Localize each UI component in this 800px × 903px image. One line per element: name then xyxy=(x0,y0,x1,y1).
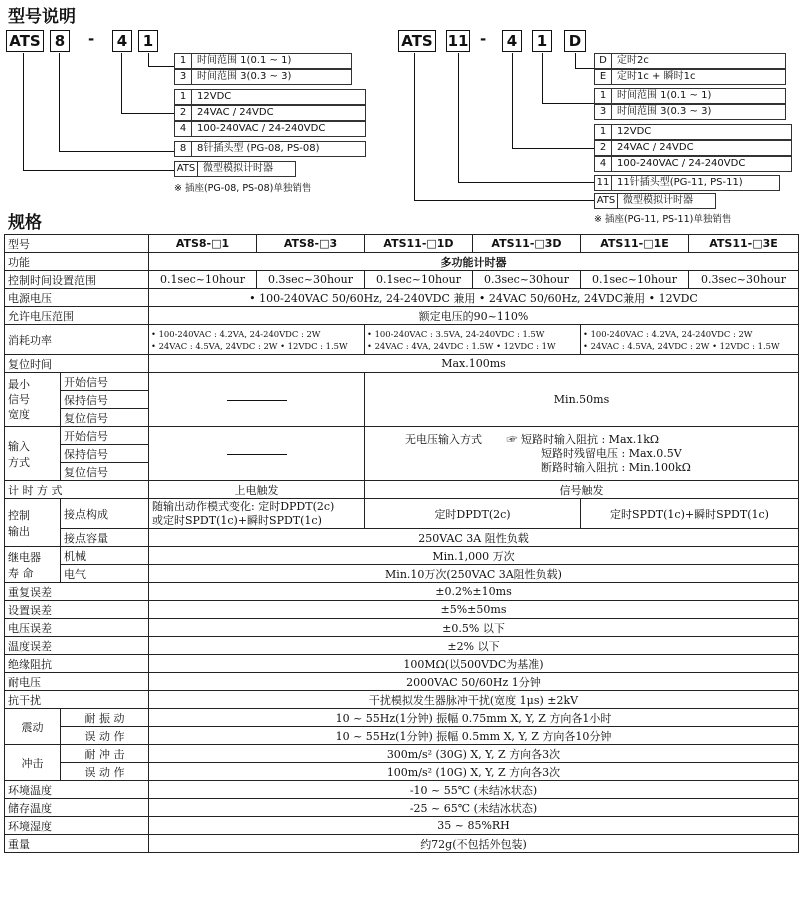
time-range-cell: 0.1sec~10hour xyxy=(581,271,689,289)
ambient-humidity-value: 35 ~ 85%RH xyxy=(149,817,799,835)
code-range-box: 1 xyxy=(532,30,552,52)
row-label-relay-life: 继电器 寿 命 xyxy=(5,547,61,583)
table-row xyxy=(5,691,799,709)
row-label-control-output: 控制 输出 xyxy=(5,499,61,547)
mech-value: Min.1,000 万次 xyxy=(149,547,799,565)
left-option-range1: 1 时间范围 1(0.1 ~ 1) xyxy=(174,53,352,69)
repeat-value: ±0.2%±10ms xyxy=(149,583,799,601)
section-title-spec: 规格 xyxy=(8,213,42,233)
row-label-withstand: 耐电压 xyxy=(5,673,149,691)
input-dash xyxy=(149,427,365,481)
table-row xyxy=(5,583,799,601)
table-row xyxy=(5,763,799,781)
code-pin-box: 8 xyxy=(50,30,70,52)
power-value: • 100-240VAC 50/60Hz, 24-240VDC 兼用 • 24VAC 50/60Hz, 24VDC兼用 • 12VDC xyxy=(149,289,799,307)
table-row xyxy=(5,655,799,673)
row-label-function: 功能 xyxy=(5,253,149,271)
volt-error-value: ±0.5% 以下 xyxy=(149,619,799,637)
right-socket-note: ※ 插座(PG-11, PS-11)单独销售 xyxy=(594,214,732,225)
model-header: ATS11-□1E xyxy=(581,235,689,253)
elec-value: Min.10万次(250VAC 3A阻性负载) xyxy=(149,565,799,583)
vib-malfunction-label: 误 动 作 xyxy=(61,727,149,745)
table-row xyxy=(5,289,799,307)
left-option-12vdc: 1 12VDC xyxy=(174,89,366,105)
min-signal-dash xyxy=(149,373,365,427)
model-header: ATS11-□3E xyxy=(689,235,799,253)
vib-durability-label: 耐 振 动 xyxy=(61,709,149,727)
row-label-allowable: 允许电压范围 xyxy=(5,307,149,325)
time-range-cell: 0.1sec~10hour xyxy=(365,271,473,289)
table-row xyxy=(5,619,799,637)
row-label-consumption: 消耗功率 xyxy=(5,325,149,355)
code-prefix-box: ATS xyxy=(398,30,436,52)
temp-error-value: ±2% 以下 xyxy=(149,637,799,655)
table-row xyxy=(5,835,799,853)
left-option-range3: 3 时间范围 3(0.3 ~ 3) xyxy=(174,69,352,85)
contact-label: 接点构成 xyxy=(61,499,149,529)
sig-hold-label: 保持信号 xyxy=(61,445,149,463)
time-range-cell: 0.1sec~10hour xyxy=(149,271,257,289)
left-option-24v: 2 24VAC / 24VDC xyxy=(174,105,366,121)
time-range-cell: 0.3sec~30hour xyxy=(689,271,799,289)
vib-durability-value: 10 ~ 55Hz(1分钟) 振幅 0.75mm X, Y, Z 方向各1小时 xyxy=(149,709,799,727)
input-method: 无电压输入方式 ☞ 短路时输入阻抗 : Max.1kΩ 短路时残留电压 : Max.0.5V 断路时输入阻抗 : Min.100kΩ xyxy=(365,427,799,481)
table-row xyxy=(5,481,799,499)
row-label-vibration: 震动 xyxy=(5,709,61,745)
table-row xyxy=(5,547,799,565)
row-label-reset: 复位时间 xyxy=(5,355,149,373)
model-header: ATS8-□3 xyxy=(257,235,365,253)
row-label-temp-error: 温度误差 xyxy=(5,637,149,655)
time-range-cell: 0.3sec~30hour xyxy=(473,271,581,289)
row-label-ambient-temp: 环境温度 xyxy=(5,781,149,799)
table-row xyxy=(5,427,799,445)
storage-temp-value: -25 ~ 65℃ (未结冰状态) xyxy=(149,799,799,817)
left-option-ats: ATS 微型模拟计时器 xyxy=(174,161,296,177)
time-range-cell: 0.3sec~30hour xyxy=(257,271,365,289)
contact-ats8: 随输出动作模式变化: 定时DPDT(2c) 或定时SPDT(1c)+瞬时SPDT(1c) xyxy=(149,499,365,529)
reset-value: Max.100ms xyxy=(149,355,799,373)
row-label-insulation: 绝缘阻抗 xyxy=(5,655,149,673)
table-row xyxy=(5,817,799,835)
left-socket-note: ※ 插座(PG-08, PS-08)单独销售 xyxy=(174,183,312,194)
table-row xyxy=(5,355,799,373)
weight-value: 约72g(不包括外包装) xyxy=(149,835,799,853)
row-label-storage-temp: 储存温度 xyxy=(5,799,149,817)
model-header: ATS8-□1 xyxy=(149,235,257,253)
capacity-label: 接点容量 xyxy=(61,529,149,547)
table-row xyxy=(5,529,799,547)
row-label-repeat: 重复误差 xyxy=(5,583,149,601)
withstand-value: 2000VAC 50/60Hz 1分钟 xyxy=(149,673,799,691)
code-pin-box: 11 xyxy=(447,32,469,50)
row-label-set-error: 设置误差 xyxy=(5,601,149,619)
row-label-power: 电源电压 xyxy=(5,289,149,307)
sig-reset-label: 复位信号 xyxy=(61,463,149,481)
right-option-12vdc: 1 12VDC xyxy=(594,124,792,140)
spec-table xyxy=(4,234,799,853)
table-row xyxy=(5,373,799,391)
right-option-d: D 定时2c xyxy=(594,53,786,69)
shock-durability-label: 耐 冲 击 xyxy=(61,745,149,763)
code-range-box: 1 xyxy=(138,30,158,52)
elec-label: 电气 xyxy=(61,565,149,583)
consumption-ats11-e: • 100-240VAC : 4.2VA, 24-240VDC : 2W • 24VAC : 4.5VA, 24VDC : 2W • 12VDC : 1.5W xyxy=(581,325,799,355)
shock-malfunction-value: 100m/s² (10G) X, Y, Z 方向各3次 xyxy=(149,763,799,781)
table-row xyxy=(5,271,799,289)
table-row xyxy=(5,253,799,271)
table-row xyxy=(5,781,799,799)
timing-signal: 信号触发 xyxy=(365,481,799,499)
right-option-range1: 1 时间范围 1(0.1 ~ 1) xyxy=(594,88,786,104)
consumption-ats11-d: • 100-240VAC : 3.5VA, 24-240VDC : 1.5W • 24VAC : 4VA, 24VDC : 1.5W • 12VDC : 1W xyxy=(365,325,581,355)
table-row xyxy=(5,727,799,745)
table-row xyxy=(5,499,799,529)
table-row xyxy=(5,307,799,325)
code-dash: - xyxy=(480,30,487,48)
row-label-ambient-humidity: 环境湿度 xyxy=(5,817,149,835)
table-row xyxy=(5,673,799,691)
code-output-box: D xyxy=(564,30,586,52)
table-row xyxy=(5,745,799,763)
insulation-value: 100MΩ(以500VDC为基准) xyxy=(149,655,799,673)
row-label-timing: 计 时 方 式 xyxy=(5,481,149,499)
table-row xyxy=(5,601,799,619)
row-label-min-signal: 最小 信号 宽度 xyxy=(5,373,61,427)
set-error-value: ±5%±50ms xyxy=(149,601,799,619)
table-row xyxy=(5,235,799,253)
sig-hold-label: 保持信号 xyxy=(61,391,149,409)
row-label-time-range: 控制时间设置范围 xyxy=(5,271,149,289)
section-title-model: 型号说明 xyxy=(8,7,76,27)
right-option-240v: 4 100-240VAC / 24-240VDC xyxy=(594,156,792,172)
right-option-e: E 定时1c + 瞬时1c xyxy=(594,69,786,85)
code-voltage-box: 4 xyxy=(112,30,132,52)
row-label-shock: 冲击 xyxy=(5,745,61,781)
table-row xyxy=(5,637,799,655)
table-row xyxy=(5,325,799,355)
table-row xyxy=(5,565,799,583)
sig-reset-label: 复位信号 xyxy=(61,409,149,427)
consumption-ats8: • 100-240VAC : 4.2VA, 24-240VDC : 2W • 24VAC : 4.5VA, 24VDC : 2W • 12VDC : 1.5W xyxy=(149,325,365,355)
code-prefix-box: ATS xyxy=(6,30,44,52)
row-label-model: 型号 xyxy=(5,235,149,253)
left-option-240v: 4 100-240VAC / 24-240VDC xyxy=(174,121,366,137)
right-option-11pin: 11 11针插头型(PG-11, PS-11) xyxy=(594,175,780,191)
code-dash: - xyxy=(88,30,95,48)
mech-label: 机械 xyxy=(61,547,149,565)
right-option-24v: 2 24VAC / 24VDC xyxy=(594,140,792,156)
shock-malfunction-label: 误 动 作 xyxy=(61,763,149,781)
capacity-value: 250VAC 3A 阻性负载 xyxy=(149,529,799,547)
ambient-temp-value: -10 ~ 55℃ (未结冰状态) xyxy=(149,781,799,799)
right-option-range3: 3 时间范围 3(0.3 ~ 3) xyxy=(594,104,786,120)
left-option-8pin: 8 8针插头型 (PG-08, PS-08) xyxy=(174,141,366,157)
timing-power-on: 上电触发 xyxy=(149,481,365,499)
min-signal-value: Min.50ms xyxy=(365,373,799,427)
allowable-value: 额定电压的90~110% xyxy=(149,307,799,325)
model-header: ATS11-□1D xyxy=(365,235,473,253)
contact-ats11-e: 定时SPDT(1c)+瞬时SPDT(1c) xyxy=(581,499,799,529)
table-row xyxy=(5,709,799,727)
noise-value: 干扰模拟发生器脉冲干扰(宽度 1μs) ±2kV xyxy=(149,691,799,709)
function-value: 多功能计时器 xyxy=(149,253,799,271)
row-label-input: 输入 方式 xyxy=(5,427,61,481)
vib-malfunction-value: 10 ~ 55Hz(1分钟) 振幅 0.5mm X, Y, Z 方向各10分钟 xyxy=(149,727,799,745)
row-label-volt-error: 电压误差 xyxy=(5,619,149,637)
code-voltage-box: 4 xyxy=(502,30,522,52)
row-label-weight: 重量 xyxy=(5,835,149,853)
row-label-noise: 抗干扰 xyxy=(5,691,149,709)
right-option-ats: ATS 微型模拟计时器 xyxy=(594,193,716,209)
contact-ats11-d: 定时DPDT(2c) xyxy=(365,499,581,529)
sig-start-label: 开始信号 xyxy=(61,427,149,445)
model-header: ATS11-□3D xyxy=(473,235,581,253)
sig-start-label: 开始信号 xyxy=(61,373,149,391)
table-row xyxy=(5,799,799,817)
shock-durability-value: 300m/s² (30G) X, Y, Z 方向各3次 xyxy=(149,745,799,763)
